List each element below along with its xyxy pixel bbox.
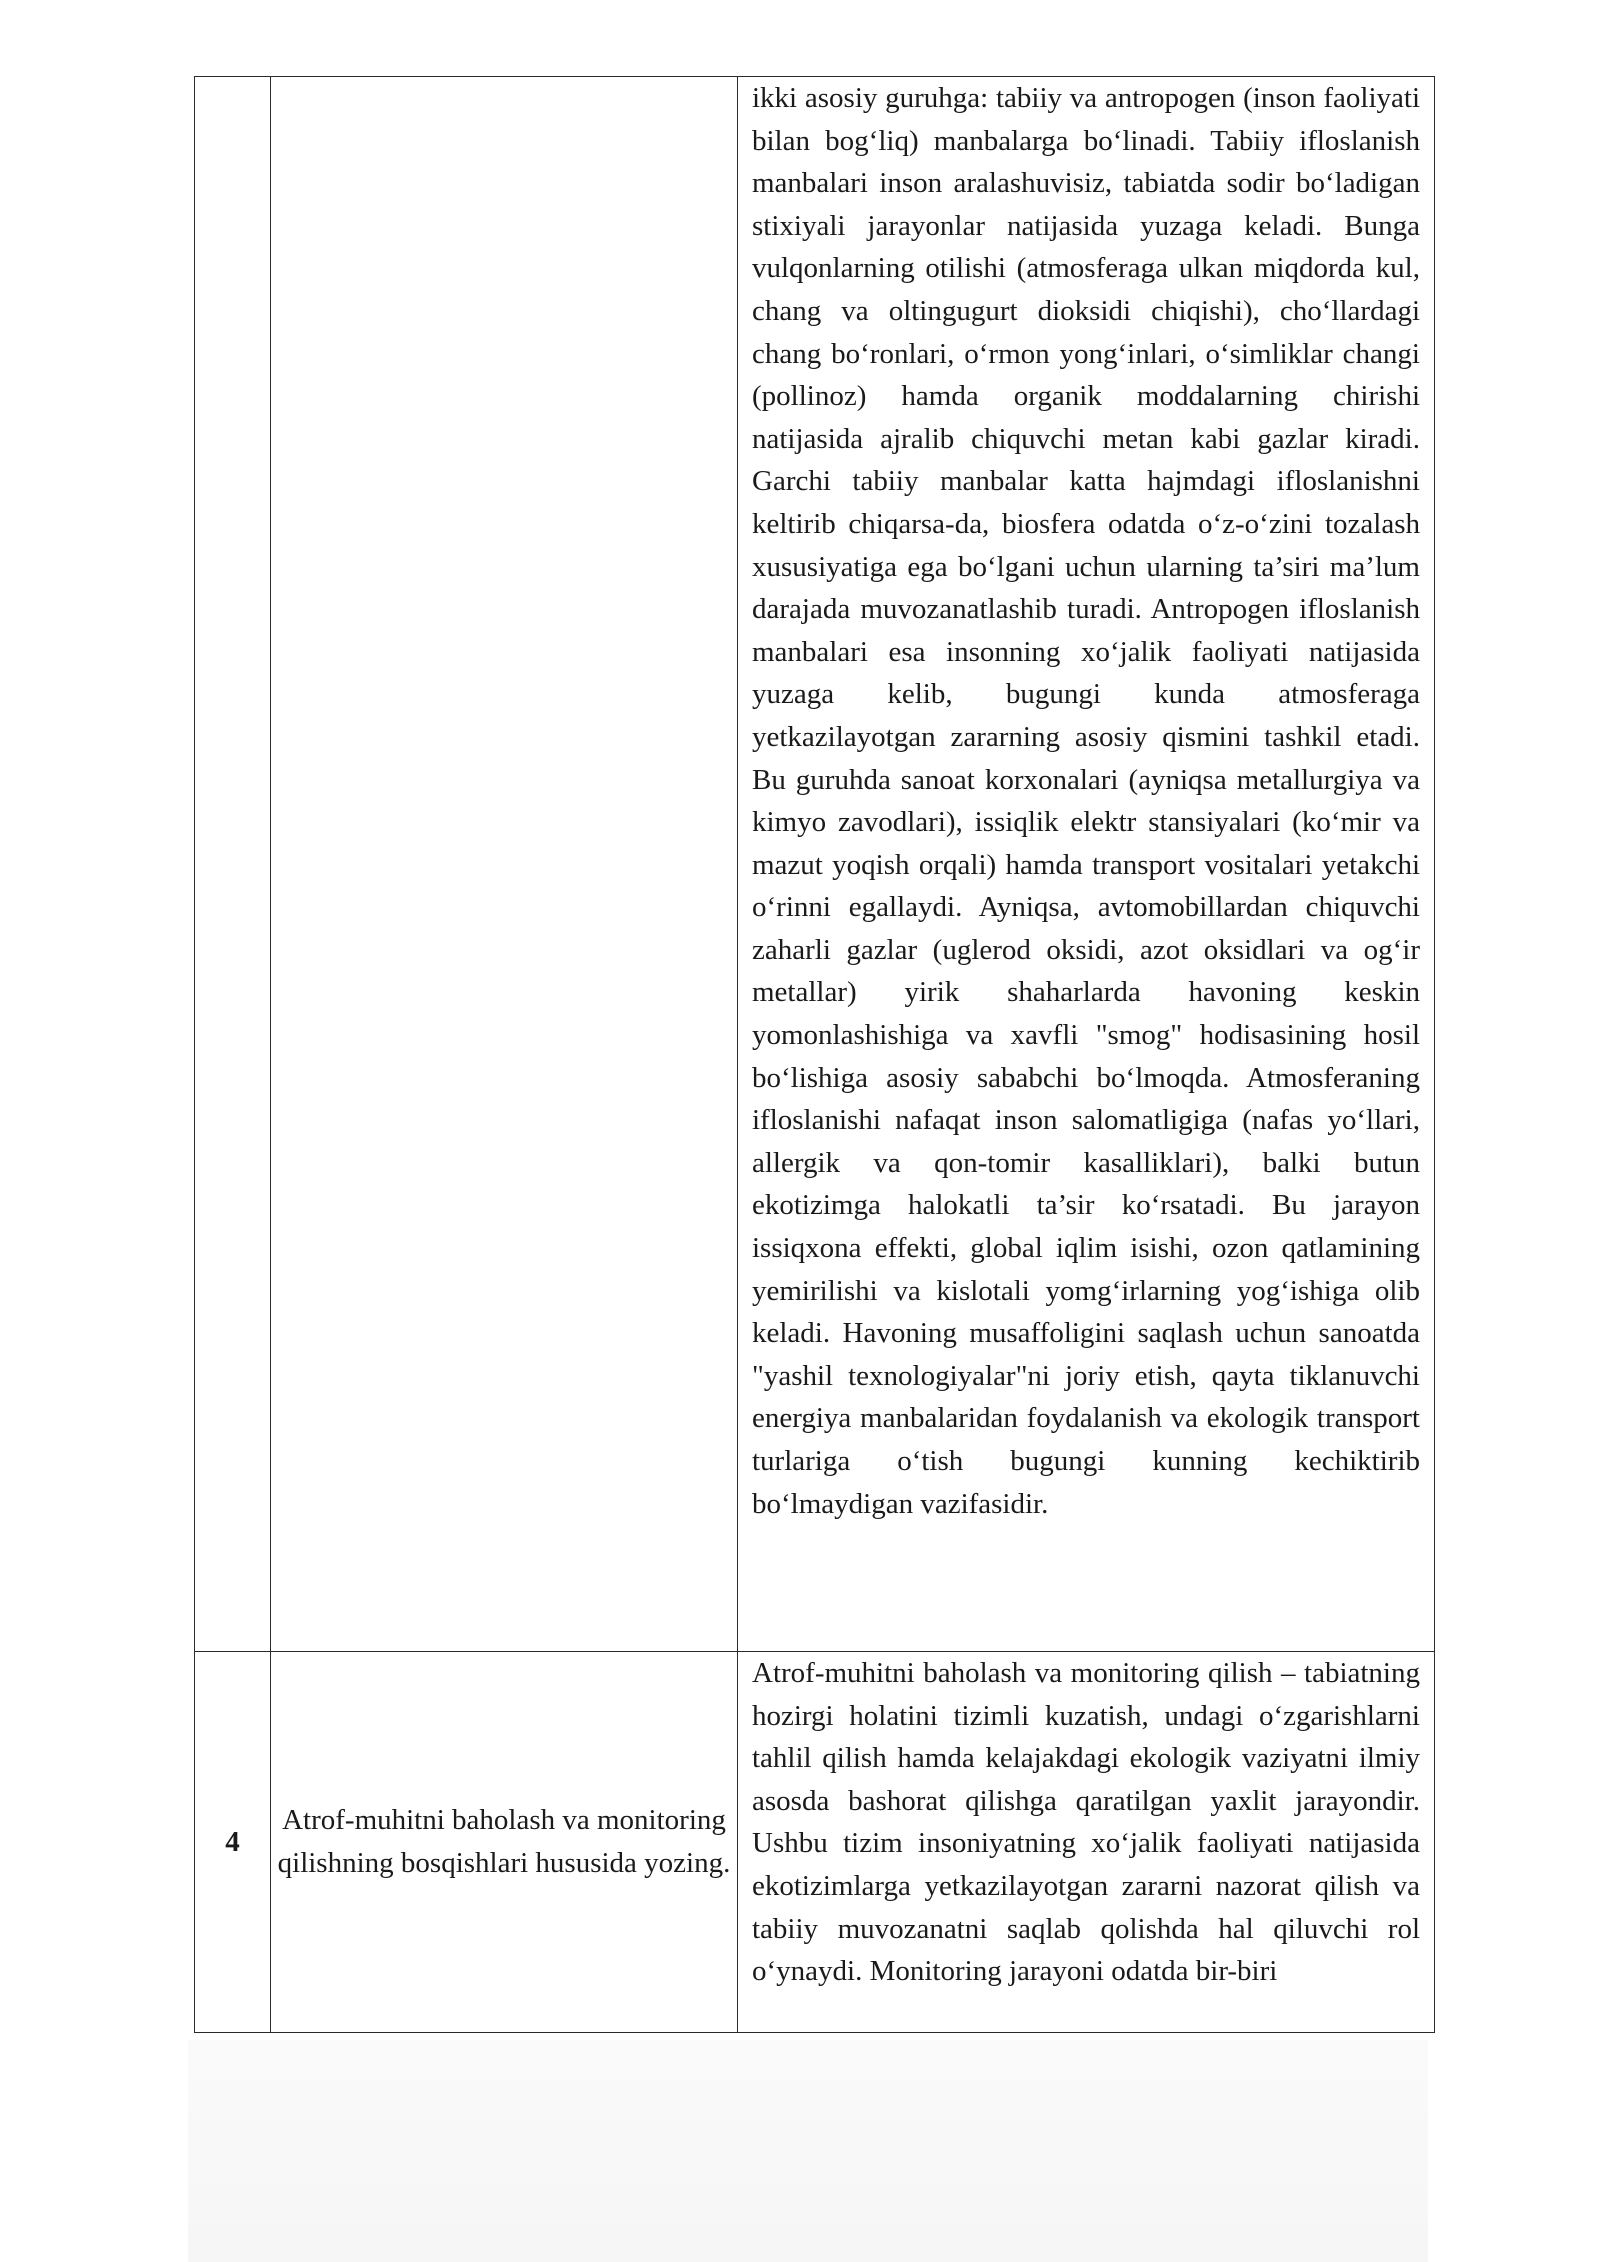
qa-table xyxy=(194,76,1435,2033)
answer-cell xyxy=(738,1652,1435,2033)
row-number-cell xyxy=(195,77,271,1652)
row-number-cell: 4 xyxy=(195,1652,271,2033)
table-row xyxy=(195,77,1435,1652)
answer-cell xyxy=(738,77,1435,1652)
answer-text: Atrof-muhitni baholash va monitoring qilish – tabiatning hozirgi holatini tizimli kuzatish, undagi o‘zgarishlarni tahlil qilish hamda kelajakdagi ekologik vaziyatni ilmiy asosda bashorat qilishga qaratilgan yaxlit jarayondir. Ushbu tizim insoniyatning xo‘jalik faoliyati natijasida ekotizimlarga yetkazilayotgan zararni nazorat qilish va tabiiy muvozanatni saqlab qolishda hal qiluvchi rol o‘ynaydi. Monitoring jarayoni odatda bir-biri xyxy=(752,1657,1420,1988)
page-shadow xyxy=(188,2040,1428,2262)
question-cell: Atrof-muhitni baholash va monitoring qilishning bosqishlari hususida yozing. xyxy=(271,1652,738,2033)
answer-text: ikki asosiy guruhga: tabiiy va antropogen (inson faoliyati bilan bog‘liq) manbalarga bo‘linadi. Tabiiy ifloslanish manbalari inson aralashuvisiz, tabiatda sodir bo‘ladigan stixiyali jarayonlar natijasida yuzaga keladi. Bunga vulqonlarning otilishi (atmosferaga ulkan miqdorda kul, chang va oltingugurt dioksidi chiqishi), cho‘llardagi chang bo‘ronlari, o‘rmon yong‘inlari, o‘simliklar changi (pollinoz) hamda organik moddalarning chirishi natijasida ajralib chiquvchi metan kabi gazlar kiradi. Garchi tabiiy manbalar katta hajmdagi ifloslanishni keltirib chiqarsa-da, biosfera odatda o‘z-o‘zini tozalash xususiyatiga ega bo‘lgani uchun ularning ta’siri ma’lum darajada muvozanatlashib turadi. Antropogen ifloslanish manbalari esa insonning xo‘jalik faoliyati natijasida yuzaga kelib, bugungi kunda atmosferaga yetkazilayotgan zararning asosiy qismini tashkil etadi. Bu guruhda sanoat korxonalari (ayniqsa metallurgiya va kimyo zavodlari), issiqlik elektr stansiyalari (ko‘mir va mazut yoqish orqali) hamda transport vositalari yetakchi o‘rinni egallaydi. Ayniqsa, avtomobillardan chiquvchi zaharli gazlar (uglerod oksidi, azot oksidlari va og‘ir metallar) yirik shaharlarda havoning keskin yomonlashishiga va xavfli "smog" hodisasining hosil bo‘lishiga asosiy sababchi bo‘lmoqda. Atmosferaning ifloslanishi nafaqat inson salomatligiga (nafas yo‘llari, allergik va qon-tomir kasalliklari), balki butun ekotizimga halokatli ta’sir ko‘rsatadi. Bu jarayon issiqxona effekti, global iqlim isishi, ozon qatlamining yemirilishi va kislotali yomg‘irlarning yog‘ishiga olib keladi. Havoning musaffoligini saqlash uchun sanoatda "yashil texnologiyalar"ni joriy etish, qayta tiklanuvchi energiya manbalaridan foydalanish va ekologik transport turlariga o‘tish bugungi kunning kechiktirib bo‘lmaydigan vazifasidir. xyxy=(752,82,1420,1520)
table-row xyxy=(195,1652,1435,2033)
question-cell xyxy=(271,77,738,1652)
